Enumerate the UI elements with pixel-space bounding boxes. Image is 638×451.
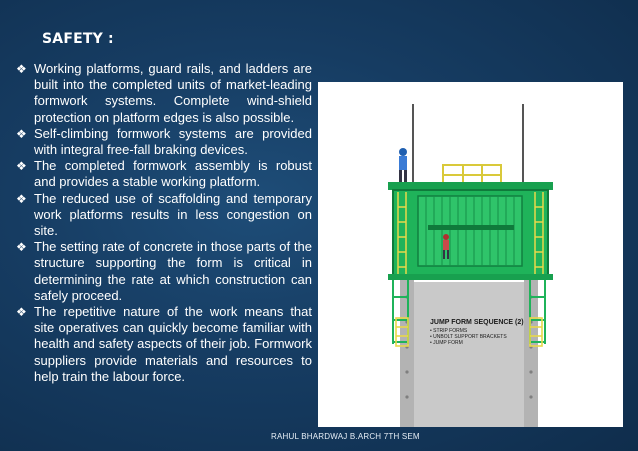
bullet-item	[16, 61, 312, 126]
lower-platform	[388, 274, 553, 280]
figure-caption	[430, 319, 540, 346]
bullet-item	[16, 126, 312, 158]
jump-form-illustration	[318, 82, 623, 427]
mid-walkway	[428, 225, 514, 230]
figure-step: • STRIP FORMS	[430, 328, 468, 334]
figure-title: JUMP FORM SEQUENCE (2)	[430, 319, 524, 326]
diamond-bullet-icon: ❖	[16, 191, 27, 206]
concrete-core	[414, 282, 524, 427]
slide-title: SAFETY :	[42, 31, 114, 47]
bullet-text: The setting rate of concrete in those parts of the structure supporting the form is critical in determining the rate at which construction can safely proceed.	[34, 239, 312, 303]
bullet-list	[16, 61, 312, 385]
diamond-bullet-icon: ❖	[16, 159, 27, 174]
bullet-text: Self-climbing formwork systems are provided with integral free-fall braking devices.	[34, 125, 312, 158]
bullet-item	[16, 191, 312, 240]
footer-credit: RAHUL BHARDWAJ B.ARCH 7TH SEM	[271, 432, 420, 441]
bullet-item	[16, 304, 312, 385]
bullet-text: Working platforms, guard rails, and ladders are built into the completed units of market-leading formwork systems. Complete wind-shield protection on platform edges is also possible.	[34, 61, 312, 125]
top-platform	[388, 182, 553, 190]
bullet-item	[16, 158, 312, 190]
bullet-text: The repetitive nature of the work means that site operatives can quickly become familiar with health and safety aspects of their job. Formwork suppliers provide materials and resources to help train the labour force.	[34, 304, 312, 384]
worker-top-icon	[399, 148, 407, 182]
bullet-text: The completed formwork assembly is robust and provides a stable working platform.	[34, 158, 312, 190]
bullet-text: The reduced use of scaffolding and temporary work platforms results in less congestion on site.	[34, 190, 312, 239]
diamond-bullet-icon: ❖	[16, 62, 27, 76]
jump-form-drawing	[318, 82, 623, 427]
figure-step: • UNBOLT SUPPORT BRACKETS	[430, 334, 507, 340]
bullet-item	[16, 239, 312, 304]
diamond-bullet-icon: ❖	[16, 240, 27, 255]
diamond-bullet-icon: ❖	[16, 126, 27, 141]
diamond-bullet-icon: ❖	[16, 305, 27, 320]
figure-step: • JUMP FORM	[430, 340, 463, 346]
